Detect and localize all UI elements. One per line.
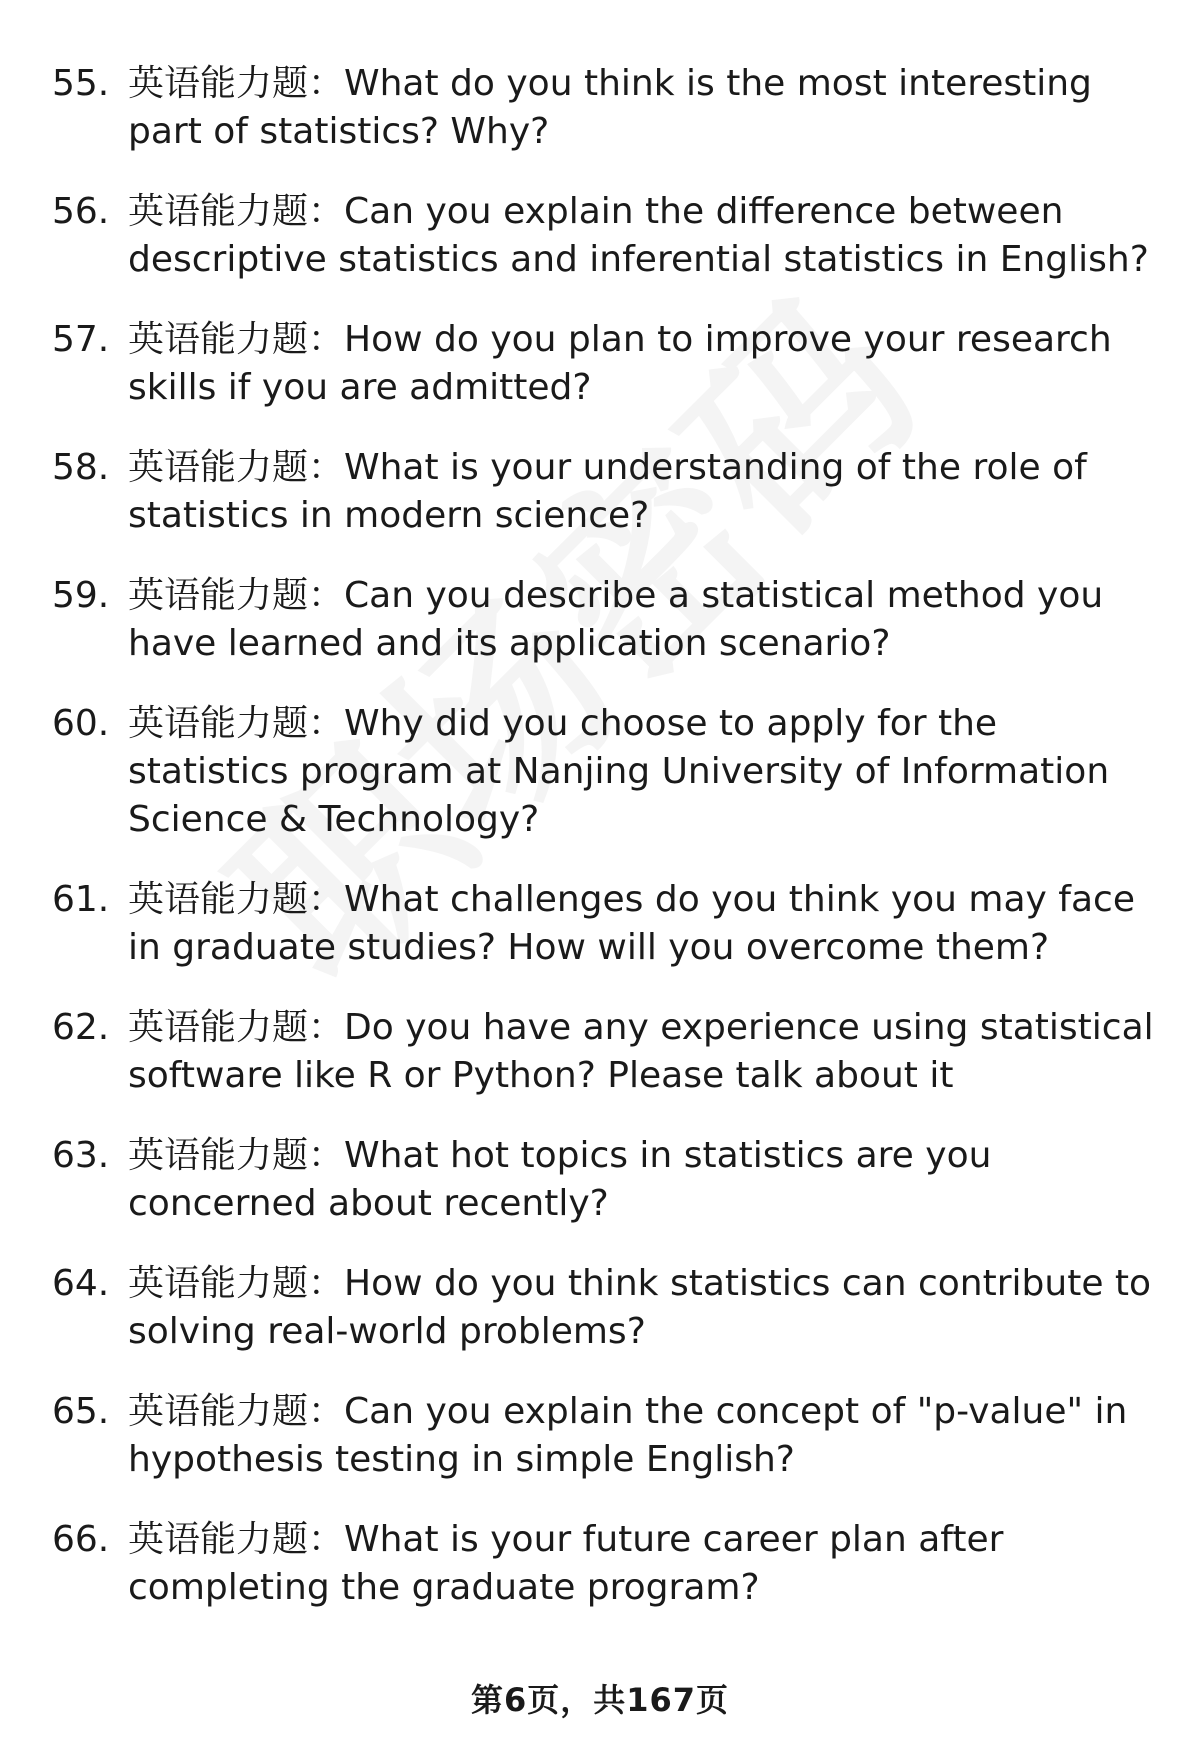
question-text: What hot topics in statistics are you concerned about recently? [128,1135,992,1224]
question-number: 66. [52,1519,110,1560]
question-category: 英语能力题： [128,575,345,616]
question-number: 55. [52,63,110,104]
question-item [52,1516,1162,1612]
question-item [52,572,1162,668]
question-text: What do you think is the most interesting part of statistics? Why? [128,63,1092,152]
question-item [52,444,1162,540]
question-category: 英语能力题： [128,1007,345,1048]
question-text: What is your understanding of the role of statistics in modern science? [128,447,1087,536]
question-number: 61. [52,879,110,920]
question-category: 英语能力题： [128,1135,345,1176]
question-category: 英语能力题： [128,447,345,488]
question-category: 英语能力题： [128,1519,345,1560]
question-number: 58. [52,447,110,488]
question-category: 英语能力题： [128,319,345,360]
question-item [52,1388,1162,1484]
page-footer: 第6页，共167页 [470,1681,730,1719]
question-item [52,700,1162,844]
question-category: 英语能力题： [128,703,345,744]
question-text: Do you have any experience using statistical software like R or Python? Please talk about it [128,1007,1154,1096]
question-number: 56. [52,191,110,232]
question-list [52,60,1162,1644]
question-item [52,316,1162,412]
question-category: 英语能力题： [128,1391,345,1432]
question-number: 64. [52,1263,110,1304]
question-item [52,60,1162,156]
question-category: 英语能力题： [128,191,345,232]
question-item [52,1260,1162,1356]
question-number: 62. [52,1007,110,1048]
question-number: 57. [52,319,110,360]
question-text: Can you describe a statistical method you have learned and its application scenario? [128,575,1104,664]
question-text: What challenges do you think you may face in graduate studies? How will you overcome them? [128,879,1135,968]
question-number: 59. [52,575,110,616]
question-category: 英语能力题： [128,1263,345,1304]
question-text: Can you explain the concept of "p-value" in hypothesis testing in simple English? [128,1391,1128,1480]
question-number: 63. [52,1135,110,1176]
question-text: Can you explain the difference between descriptive statistics and inferential statistics in English? [128,191,1149,280]
question-text: How do you think statistics can contribute to solving real-world problems? [128,1263,1152,1352]
question-text: How do you plan to improve your research skills if you are admitted? [128,319,1112,408]
question-item [52,1132,1162,1228]
question-item [52,188,1162,284]
question-item [52,876,1162,972]
question-text: What is your future career plan after completing the graduate program? [128,1519,1004,1608]
question-item [52,1004,1162,1100]
question-text: Why did you choose to apply for the statistics program at Nanjing University of Information Science & Technology? [128,703,1110,840]
question-number: 65. [52,1391,110,1432]
question-category: 英语能力题： [128,63,345,104]
question-number: 60. [52,703,110,744]
question-category: 英语能力题： [128,879,345,920]
